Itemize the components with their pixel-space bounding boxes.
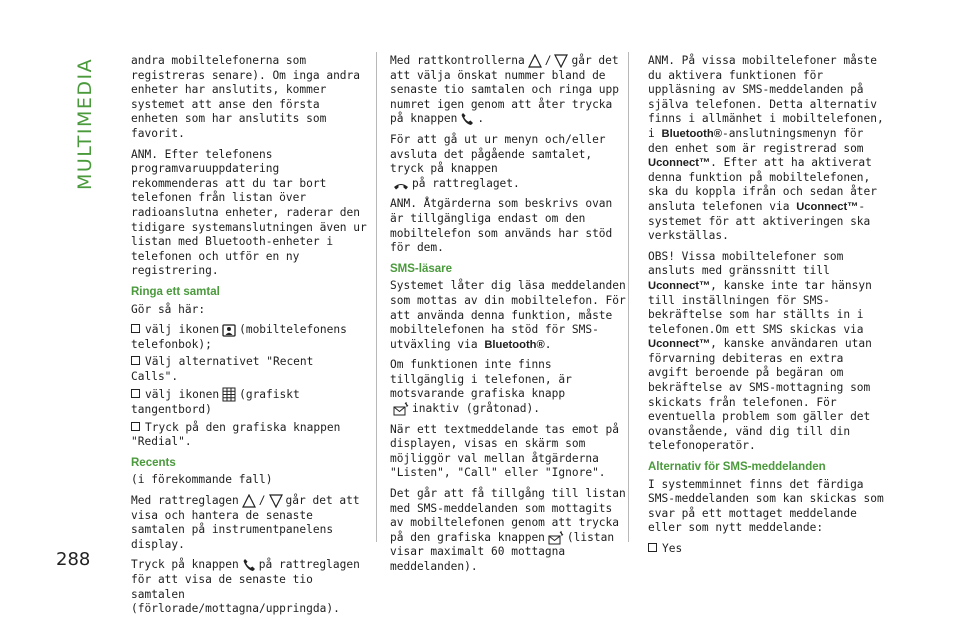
column-divider [628,52,629,542]
triangle-down-icon [554,54,568,68]
paragraph [648,54,884,244]
list-item [131,323,367,352]
text-run: -anslutningsmenyn för den enhet som är registrerad som [648,126,864,155]
separator: / [258,494,266,508]
column-divider [376,52,377,542]
text-run-bold: Bluetooth® [661,127,722,140]
section-heading: SMS-läsare [390,262,453,275]
paragraph: ANM. Efter telefonens programvaruuppdatering rekommenderas att du tar bort telefonen från listan över radioanslutna enheter, raderar den tidigare systemanslutningen även ur listan med Bluetooth-enheter i telefonen och utför en ny registrering. [131,147,367,278]
text-run: (listan visar maximalt 60 mottagna meddelanden). [390,530,615,573]
column-1 [131,54,367,623]
text-run: , kanske inte tar hänsyn till inställningen för SMS-bekräftelse som har ställts in i telefonen.Om ett SMS skickas via [648,278,872,336]
paragraph [390,487,626,575]
checkbox-icon [131,356,140,365]
keypad-icon [222,387,236,402]
paragraph [648,250,884,454]
text-run: , kanske användaren utan förvarning debiteras en extra avgift beroende på begäran om bekräftelse av SMS-mottagning som skickats från telefonen. För eventuella problem som gäller det ovanstående, vänd dig till din telefonoperatör. [648,337,872,453]
text-run: Om funktionen inte finns tillgänglig i telefonen, är motsvarande grafiska knapp [390,358,572,401]
paragraph: Gör så här: [131,302,206,316]
list-item [131,355,367,384]
checkbox-icon [131,422,140,431]
paragraph: När ett textmeddelande tas emot på displayen, visas en skärm som möjliggör val mellan åtgärderna "Listen", "Call" eller "Ignore". [390,422,620,480]
text-run: . [477,112,485,126]
page-number: 288 [56,549,91,570]
list-item-text: (grafiskt tangentbord) [131,388,300,417]
list-item-text: välj ikonen [145,323,220,337]
text-run: Tryck på knappen [131,558,239,572]
contacts-icon [222,324,236,337]
checkbox-icon [131,389,140,398]
text-run: går det att visa och hantera de senaste samtalen på instrumentpanelens display. [131,494,360,551]
paragraph [390,358,626,416]
list-item [648,542,884,557]
section-heading: Ringa ett samtal [131,285,220,298]
list-item-text: (mobiltelefonens telefonbok); [131,323,347,351]
text-run: För att gå ut ur menyn och/eller avsluta det pågående samtalet, tryck på knappen [390,132,606,176]
section-heading: Alternativ för SMS-meddelanden [648,461,826,474]
section-title: MULTIMEDIA [74,57,96,190]
text-run: . [544,337,552,351]
sms-icon [393,402,409,416]
paragraph [131,558,367,616]
list-item [131,421,367,450]
text-run: går det att välja önskat nummer bland de senaste tio samtalen och ringa upp numret igen genom att åter trycka på knappen [390,54,620,126]
text-run: Systemet låter dig läsa meddelanden som mottas av din mobiltelefon. För att använda denna funktion, måste mobiltelefonen ha stöd för SMS-utväxling via [390,279,626,351]
list-item-text: Tryck på den grafiska knappen "Redial". [131,420,341,449]
list-item [131,387,367,417]
separator: / [544,54,552,67]
text-run: på rattreglagen för att visa de senaste tio samtalen (förlorade/mottagna/uppringda). [131,558,360,616]
triangle-down-icon [269,494,283,508]
paragraph [390,54,626,127]
paragraph: andra mobiltelefonerna som registreras senare). Om inga andra enheter har anslutits, kommer systemet att anse den första enheten som har anslutits som favorit. [131,54,361,140]
paragraph: (i förekommande fall) [131,473,273,487]
text-run: Med rattkontrollerna [390,54,525,67]
checkbox-icon [648,543,657,552]
text-run-bold: Uconnect™ [648,157,711,170]
sms-icon [548,531,564,545]
paragraph [390,279,626,352]
text-run: OBS! Vissa mobiltelefoner som ansluts med gränssnitt till [648,249,844,278]
list-item-text: välj ikonen [145,388,220,402]
column-2 [390,54,626,581]
phone-icon [460,112,474,126]
text-run: . Efter att ha aktiverat denna funktion på mobiltelefonen, ska du koppla ifrån och sedan åter ansluta telefonen via [648,156,878,213]
text-run-bold: Bluetooth® [484,338,545,351]
text-run-bold: Uconnect™ [648,338,711,351]
text-run: -systemet för att aktiveringen ska verkställas. [648,199,871,243]
paragraph [131,494,367,552]
text-run: inaktiv (gråtonad). [412,402,540,416]
section-heading: Recents [131,456,176,469]
text-run: på rattreglaget. [412,176,520,190]
text-run-bold: Uconnect™ [796,200,859,213]
phone-icon [242,558,256,572]
triangle-up-icon [528,54,542,68]
column-3 [648,54,884,560]
paragraph [390,133,626,191]
list-item-text: Välj alternativet "Recent Calls". [131,355,314,383]
triangle-up-icon [242,494,256,508]
hangup-icon [393,181,409,191]
list-item-text: Yes [662,542,683,555]
checkbox-icon [131,324,140,333]
text-run-bold: Uconnect™ [648,279,711,292]
paragraph: ANM. Åtgärderna som beskrivs ovan är tillgängliga endast om den mobiltelefon som används har stöd för dem. [390,197,613,255]
text-run: Det går att få tillgång till listan med SMS-meddelanden som mottagits av mobiltelefonen genom att trycka på den grafiska knappen [390,487,626,544]
paragraph: I systemminnet finns det färdiga SMS-meddelanden som kan skickas som svar på ett mottaget meddelande eller som nytt meddelande: [648,477,884,535]
text-run: ANM. På vissa mobiltelefoner måste du aktivera funktionen för uppläsning av SMS-meddelanden på själva telefonen. Detta alternativ finns i allmänhet i mobiltelefonen, i [648,54,884,140]
text-run: Med rattreglagen [131,494,239,508]
